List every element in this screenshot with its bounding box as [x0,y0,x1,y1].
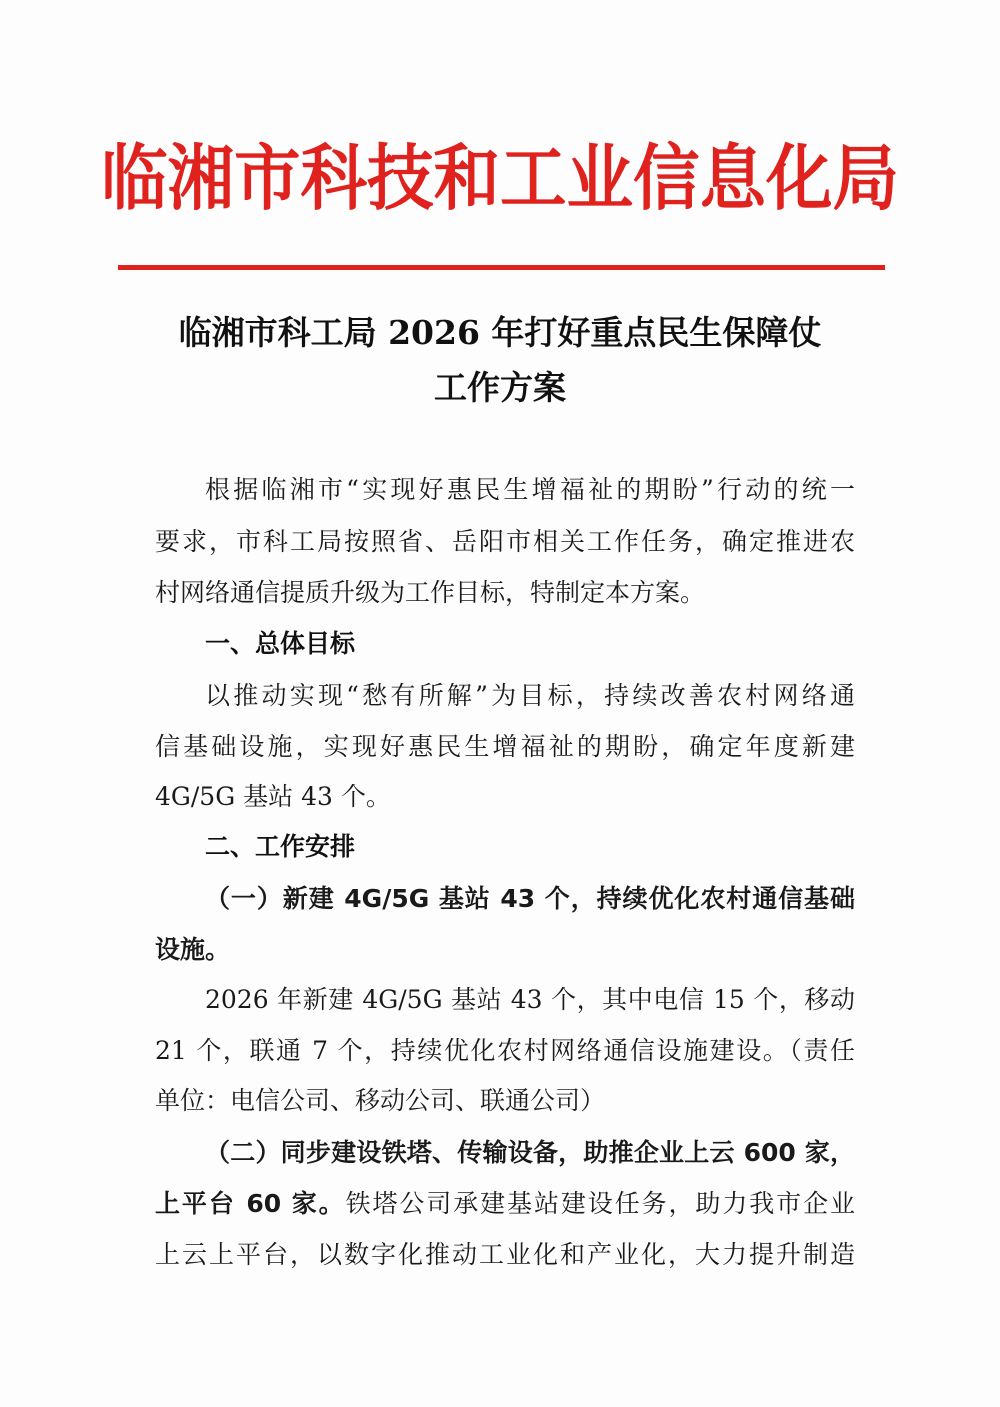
intro-line-2: 要求，市科工局按照省、岳阳市相关工作任务，确定推进农 [155,527,855,556]
section-2-item-2-line-2 [155,1184,855,1220]
section-2-item-1-heading-line-2: 设施。 [155,935,231,964]
section-2-item-2-heading-line-2-rest: 铁塔公司承建基站建设任务，助力我市企业 [345,1189,855,1218]
section-2-item-2-heading-line-2-bold: 上平台 60 家。 [155,1189,346,1218]
intro-line-3: 村网络通信提质升级为工作目标，特制定本方案。 [155,578,706,607]
document-title-line-2: 工作方案 [434,368,566,407]
section-2-heading: 二、工作安排 [205,832,356,861]
section-2-item-1-body-line-1: 2026 年新建 4G/5G 基站 43 个，其中电信 15 个，移动 [205,985,855,1014]
section-2-item-1-body-line-2: 21 个，联通 7 个，持续优化农村网络通信设施建设。（责任 [155,1036,855,1065]
section-2-item-2-body-line-1: 上云上平台，以数字化推动工业化和产业化，大力提升制造 [155,1240,855,1269]
letterhead-red-rule [118,265,885,270]
letterhead-org-name: 临湘市科技和工业信息化局 [101,135,899,221]
section-1-line-3: 4G/5G 基站 43 个。 [155,782,391,811]
section-2-item-1-body-line-3: 单位：电信公司、移动公司、联通公司） [155,1086,606,1115]
section-1-line-2: 信基础设施，实现好惠民生增福祉的期盼，确定年度新建 [155,732,855,761]
section-2-item-2-heading-line-1: （二）同步建设铁塔、传输设备，助推企业上云 600 家， [205,1138,855,1167]
section-1-line-1: 以推动实现“愁有所解”为目标，持续改善农村网络通 [205,681,855,710]
document-title-line-1: 临湘市科工局 2026 年打好重点民生保障仗 [178,313,822,352]
intro-line-1: 根据临湘市“实现好惠民生增福祉的期盼”行动的统一 [205,475,855,504]
section-1-heading: 一、总体目标 [205,629,356,658]
section-2-item-1-heading-line-1: （一）新建 4G/5G 基站 43 个，持续优化农村通信基础 [205,884,855,913]
